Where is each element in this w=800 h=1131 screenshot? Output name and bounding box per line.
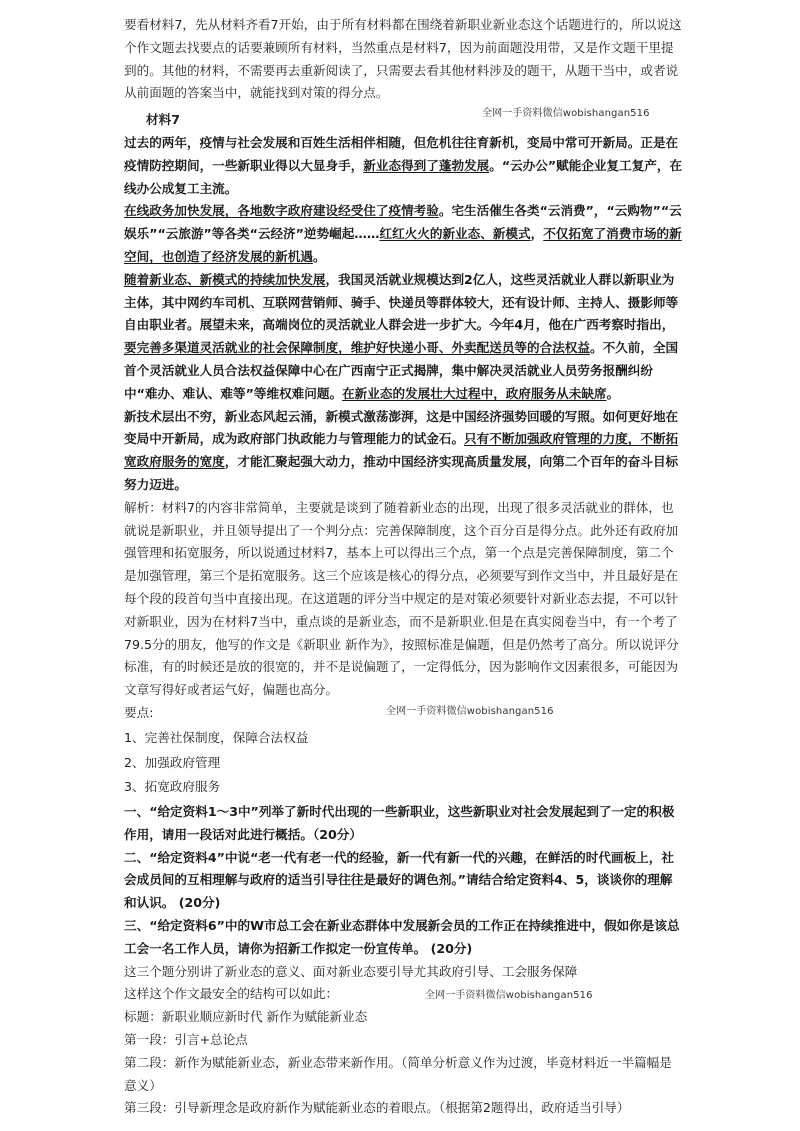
material7-heading: 材料7 [146, 112, 180, 128]
question-2: 二、“给定资料4”中说“老一代有老一代的经验，新一代有新一代的兴趣，在鲜活的时代画板上，社会成员间的互相理解与政府的适当引导往往是最好的调色剂。”请结合给定资料4、5，谈谈你的理解和认识。 (20分) [124, 849, 674, 911]
text-run: 。不久前，全国首个灵活就业人员合法权益保障中心在广西南宁正式揭牌，集中解决灵活就业人员劳务报酬纠纷中“难办、难认、难等”等维权难问题。 [124, 340, 679, 401]
outline-paragraph-1: 第一段：引言+总论点 [124, 1032, 248, 1048]
summary-line: 这样这个作文最安全的结构可以如此： [124, 986, 339, 1002]
underlined-run: 在线政务加快发展，各地数字政府建设经受住了疫情考验 [124, 203, 439, 219]
question-1: 一、“给定资料1～3中”列举了新时代出现的一些新职业，这些新职业对社会发展起到了一定的积极作用，请用一段话对此进行概括。（20分） [124, 804, 675, 842]
material7-paragraph-2 [124, 200, 684, 268]
material7-paragraph-3 [124, 269, 684, 406]
keypoint-item: 2、加强政府管理 [124, 754, 221, 770]
question-3: 三、“给定资料6”中的W市总工会在新业态群体中发展新会员的工作正在持续推进中，假如你是该总工会一名工作人员，请你为招新工作拟定一份宣传单。 (20分) [124, 918, 680, 956]
text-run: 。 [606, 385, 620, 401]
summary-line: 这三个题分别讲了新业态的意义、面对新业态要引导尤其政府引导、工会服务保障 [124, 963, 578, 979]
text-run: 。 [312, 248, 326, 264]
outline-title: 标题：新职业顺应新时代 新作为赋能新业态 [124, 1009, 368, 1025]
text-run: 新技术层出不穷，新业态风起云涌，新模式激荡澎湃，这是中国经济强势回暖的写照。如何更好地在变局中开新局，成为政府部门执政能力与管理能力的试金石。 [124, 408, 679, 447]
document-page [124, 14, 684, 1120]
material7-paragraph-4 [124, 406, 684, 497]
underlined-run: 在新业态的发展壮大过程中，政府服务从未缺席 [342, 385, 607, 401]
underlined-run: 红红火火的新业态、新模式 [379, 226, 531, 242]
outline-paragraph-3: 第三段：引导新理念是政府新作为赋能新业态的着眼点。（根据第2题得出，政府适当引导） [124, 1100, 630, 1116]
text-run: 过去的两年，疫情与社会发展和百姓生活相伴相随，但危机往往育新机，变局中常可开新局。正是在疫情防控期间，一些新职业得以大显身手， [124, 134, 679, 173]
text-run: ，才能汇聚起强大动力，推动中国经济实现高质量发展，向第二个百年的奋斗目标努力迈进。 [124, 454, 679, 492]
watermark: 全网一手资料微信wobishangan516 [482, 108, 650, 119]
keypoints-label: 要点: [124, 704, 154, 720]
underlined-run: 要完善多渠道灵活就业的社会保障制度，维护好快递小哥、外卖配送员等的合法权益 [124, 340, 590, 356]
outline-paragraph-2: 第二段：新作为赋能新业态，新业态带来新作用。（简单分析意义作为过渡，毕竟材料近一半篇幅是意义） [124, 1054, 672, 1093]
underlined-run: 不仅拓宽了消费市场的新空间，也创造了经济发展的新机遇 [124, 226, 682, 264]
material7-paragraph-1 [124, 132, 684, 200]
keypoint-item: 3、拓宽政府服务 [124, 779, 221, 795]
underlined-run: 随着新业态、新模式的持续加快发展 [124, 271, 326, 287]
underlined-run: 只有不断加强政府管理的力度，不断拓宽政府服务的宽度 [124, 431, 679, 470]
analysis-paragraph: 解析：材料7的内容非常简单，主要就是谈到了随着新业态的出现，出现了很多灵活就业的群体，也就说是新职业，并且领导提出了一个判分点：完善保障制度，这个百分百是得分点。此外还有政府加强管理和拓宽服务，所以说通过材料7，基本上可以得出三个点，第一个点是完善保障制度，第二个是加强管理，第三个是拓宽服务。这三个应该是核心的得分点，必须要写到作文当中，并且最好是在每个段的段首句当中直接出现。在这道题的评分当中规定的是对策必须要针对新业态去提，不可以针对新职业，因为在材料7当中，重点谈的是新业态，而不是新职业.但是在真实阅卷当中，有一个考了79.5分的朋友，他写的作文是《新职业 新作为》，按照标准是偏题，但是仍然考了高分。所以说评分标准，有的时候还是放的很宽的，并不是说偏题了，一定得低分，因为影响作文因素很多，可能因为文章写得好或者运气好，偏题也高分。 [124, 499, 679, 698]
underlined-run: 新业态得到了蓬勃发展 [363, 157, 490, 173]
text-run: 。宅生活催生各类“云消费”，“云购物”“云娱乐”“云旅游”等各类“云经济”逆势崛起…… [124, 203, 682, 242]
text-run: ，我国灵活就业规模达到2亿人，这些灵活就业人群以新职业为主体，其中网约车司机、互联网营销师、骑手、快递员等群体较大，还有设计师、主持人、摄影师等自由职业者。展望未来，高端岗位的灵活就业人群会进一步扩大。今年4月，他在广西考察时指出， [124, 271, 679, 333]
intro-paragraph: 要看材料7，先从材料齐看7开始，由于所有材料都在围绕着新职业新业态这个话题进行的，所以说这个作文题去找要点的话要兼顾所有材料，当然重点是材料7，因为前面题没用带，又是作文题干里提到的。其他的材料，不需要再去重新阅读了，只需要去看其他材料涉及的题干，从题干当中，或者说从前面题的答案当中，就能找到对策的得分点。 [124, 17, 682, 101]
keypoint-item: 1、完善社保制度，保障合法权益 [124, 729, 309, 745]
watermark: 全网一手资料微信wobishangan516 [386, 706, 554, 717]
watermark: 全网一手资料微信wobishangan516 [425, 990, 593, 1001]
text-run: ， [530, 226, 544, 242]
text-run: 。“云办公”赋能企业复工复产，在线办公成复工主流。 [124, 157, 683, 196]
